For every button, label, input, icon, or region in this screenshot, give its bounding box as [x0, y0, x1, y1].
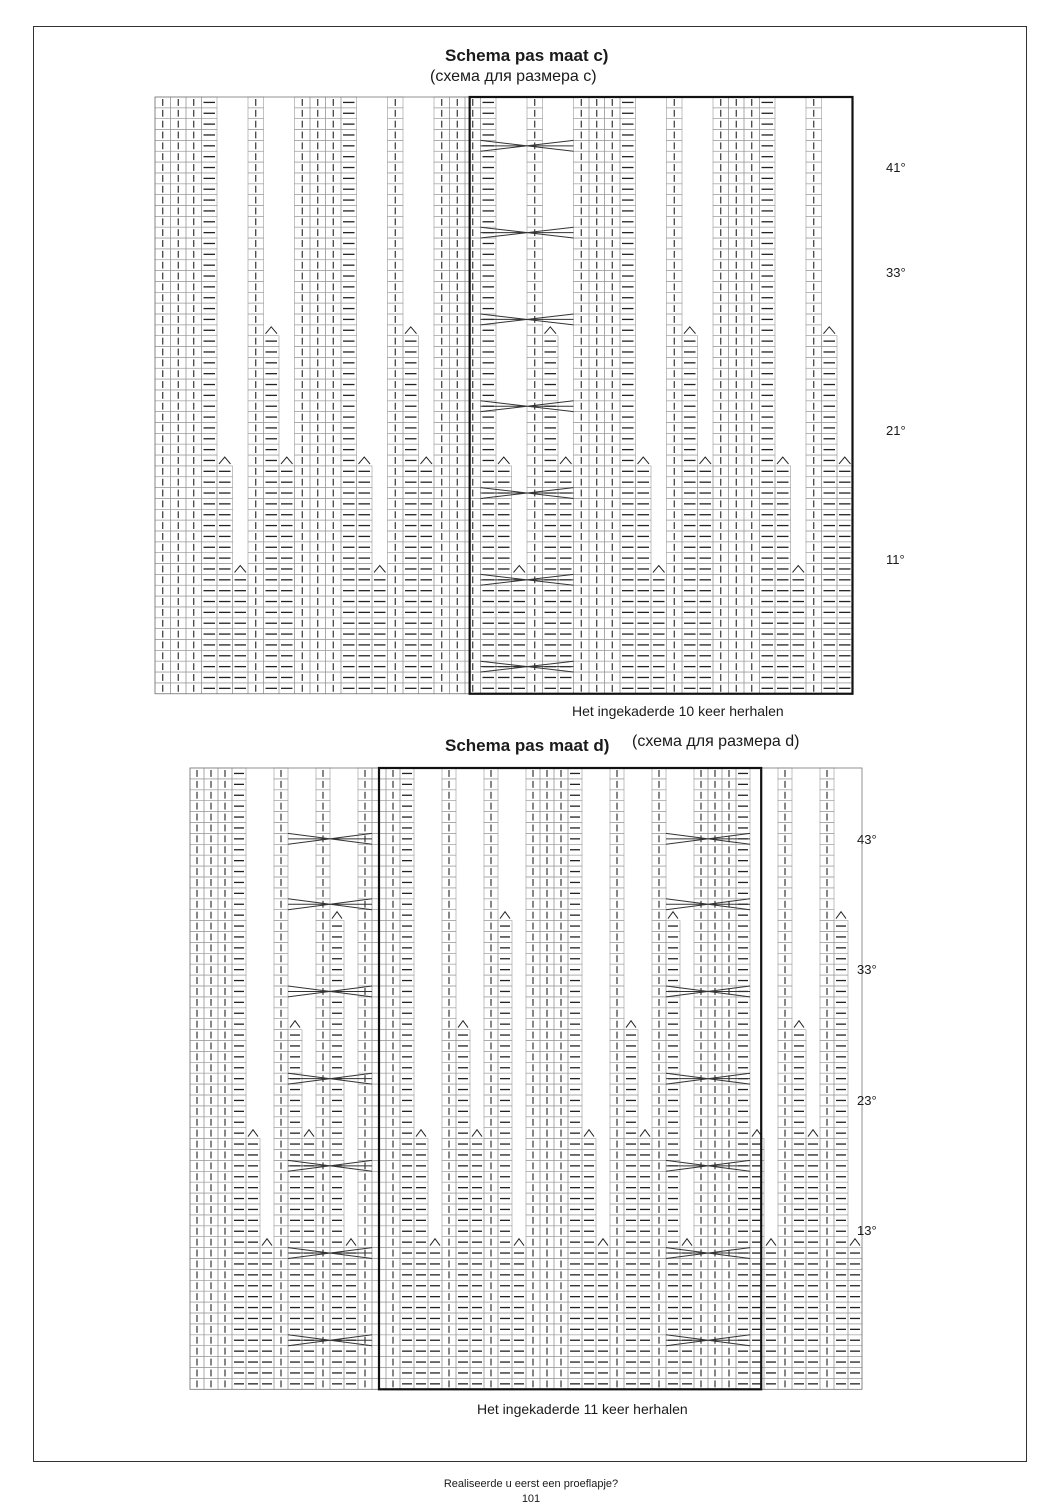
decrease-symbol: [793, 566, 805, 573]
chart-c-row-label: 41°: [886, 160, 906, 175]
decrease-symbol: [777, 457, 789, 464]
chart-d-grid: [190, 768, 880, 1396]
chart-c-grid: [155, 97, 885, 697]
decrease-symbol: [235, 566, 247, 573]
decrease-symbol: [514, 566, 526, 573]
decrease-symbol: [374, 566, 386, 573]
chart-c-repeat-note: Het ingekaderde 10 keer herhalen: [572, 703, 784, 719]
decrease-symbol: [281, 457, 293, 464]
decrease-symbol: [421, 457, 433, 464]
decrease-symbol: [266, 327, 278, 334]
decrease-symbol: [560, 457, 572, 464]
decrease-symbol: [653, 566, 665, 573]
chart-outline: [155, 97, 853, 694]
chart-c-row-label: 11°: [886, 552, 905, 567]
chart-cells: [155, 97, 853, 694]
chart-c-row-label: 21°: [886, 423, 906, 438]
decrease-symbol: [219, 457, 231, 464]
decrease-symbol: [359, 457, 371, 464]
chart-c-subtitle: (схема для размера с): [430, 68, 597, 86]
decrease-symbol: [824, 327, 836, 334]
chart-d-subtitle: (схема для размера d): [632, 733, 800, 751]
chart-c-row-label: 33°: [886, 265, 906, 280]
decrease-symbol: [839, 457, 851, 464]
decrease-symbol: [684, 327, 696, 334]
decrease-symbol: [700, 457, 712, 464]
decrease-symbol: [638, 457, 650, 464]
chart-d-title: Schema pas maat d): [445, 736, 609, 756]
decrease-symbol: [545, 327, 557, 334]
chart-c-title: Schema pas maat c): [445, 46, 608, 66]
decrease-symbol: [498, 457, 510, 464]
decrease-symbol: [405, 327, 417, 334]
